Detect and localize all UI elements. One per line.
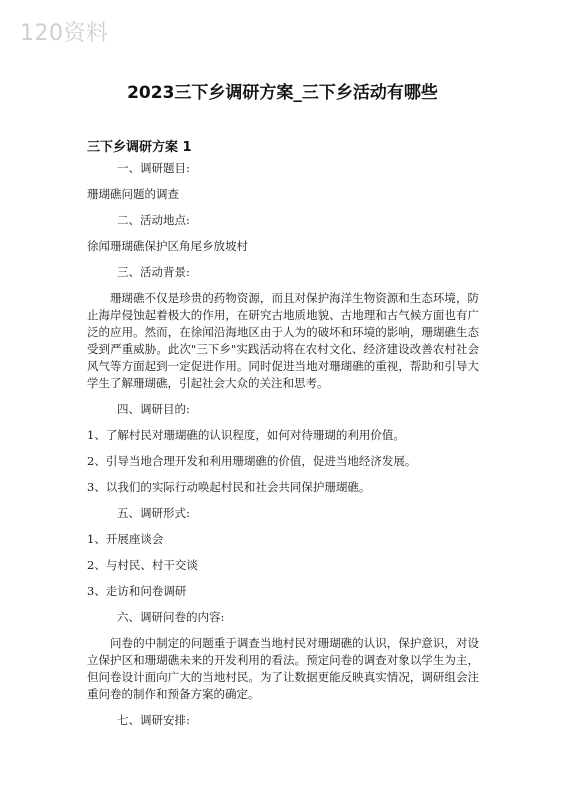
purpose-label: 四、调研目的: bbox=[117, 402, 190, 416]
form-label: 五、调研形式: bbox=[117, 506, 190, 520]
watermark-logo: 120资料 bbox=[20, 21, 109, 46]
topic-label: 一、调研题目: bbox=[117, 161, 190, 175]
background-label: 三、活动背景: bbox=[117, 265, 190, 279]
document-body bbox=[87, 160, 479, 738]
purpose-item: 2、引导当地合理开发和利用珊瑚礁的价值，促进当地经济发展。 bbox=[87, 454, 417, 468]
place-value: 徐闻珊瑚礁保护区角尾乡放坡村 bbox=[87, 239, 248, 253]
section-heading: 三下乡调研方案 1 bbox=[87, 140, 192, 155]
page-title: 2023三下乡调研方案_三下乡活动有哪些 bbox=[127, 83, 438, 103]
purpose-item: 3、以我们的实际行动唤起村民和社会共同保护珊瑚礁。 bbox=[87, 480, 371, 494]
place-label: 二、活动地点: bbox=[117, 213, 190, 227]
questionnaire-paragraph: 问卷的中制定的问题重于调查当地村民对珊瑚礁的认识，保护意识，对设立保护区和珊瑚礁未来的开发利用的看法。预定问卷的调查对象以学生为主，但问卷设计面向广大的当地村民。为了让数据更能反映真实情况，调研组会注重问卷的制作和预备方案的确定。 bbox=[87, 636, 479, 701]
purpose-item: 1、了解村民对珊瑚礁的认识程度，如何对待珊瑚的利用价值。 bbox=[87, 428, 405, 442]
form-item: 3、走访和问卷调研 bbox=[87, 584, 187, 598]
form-item: 1、开展座谈会 bbox=[87, 532, 164, 546]
questionnaire-label: 六、调研问卷的内容: bbox=[117, 610, 225, 624]
topic-value: 珊瑚礁问题的调查 bbox=[87, 187, 179, 201]
schedule-label: 七、调研安排: bbox=[117, 713, 190, 727]
background-paragraph: 珊瑚礁不仅是珍贵的药物资源，而且对保护海洋生物资源和生态环境，防止海岸侵蚀起着极大的作用，在研究古地质地貌、古地理和古气候方面也有广泛的应用。然而，在徐闻沿海地区由于人为的破坏和环境的影响，珊瑚礁生态受到严重威胁。此次"三下乡"实践活动将在农村文化、经济建设改善农村社会风气等方面起到一定促进作用。同时促进当地对珊瑚礁的重视，帮助和引导大学生了解珊瑚礁，引起社会大众的关注和思考。 bbox=[87, 291, 479, 390]
form-item: 2、与村民、村干交谈 bbox=[87, 558, 198, 572]
